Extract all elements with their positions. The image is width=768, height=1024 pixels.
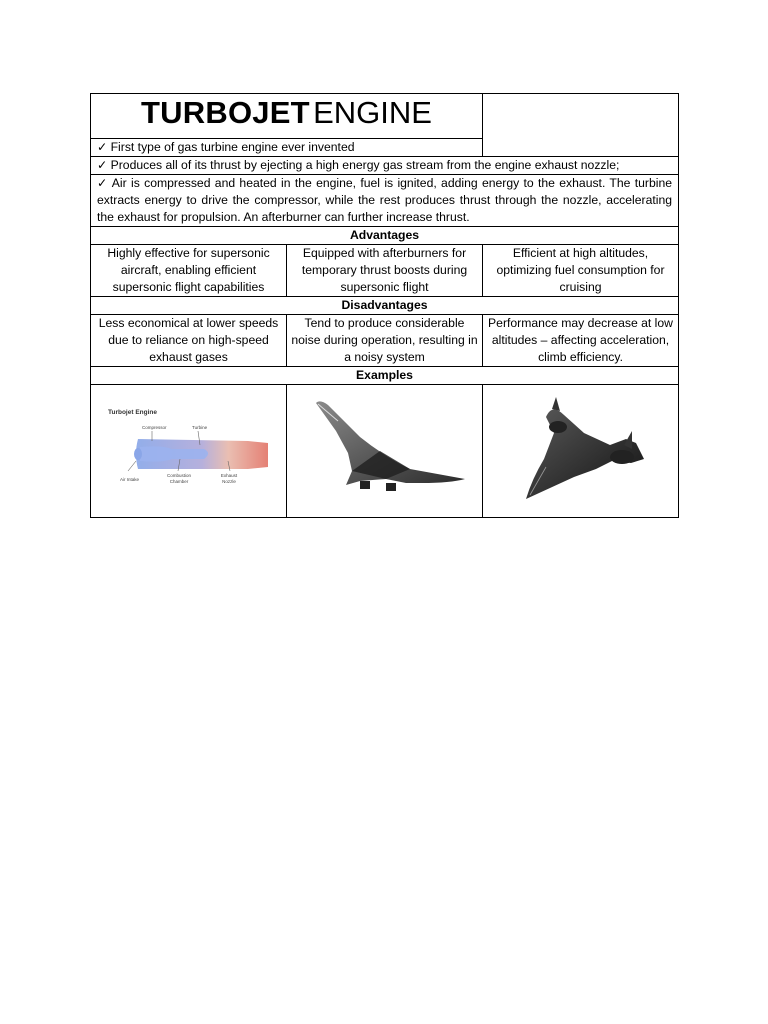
checkmark-icon: ✓ xyxy=(97,158,108,172)
title-bold: TURBOJET xyxy=(141,95,310,130)
fact-2-text: Produces all of its thrust by ejecting a high energy gas stream from the engine exhaust nozzle; xyxy=(110,158,620,172)
title-cell xyxy=(91,94,483,139)
fact-2 xyxy=(91,157,679,175)
sr71-cell xyxy=(483,385,679,518)
examples-heading-row xyxy=(91,367,679,385)
examples-row xyxy=(91,385,679,518)
advantages-heading-row xyxy=(91,227,679,245)
disadvantages-heading-row xyxy=(91,297,679,315)
sr71-left-fin xyxy=(552,397,560,411)
examples-heading: Examples xyxy=(91,367,679,385)
diagram-title: Turbojet Engine xyxy=(107,409,157,416)
concorde-engine-left xyxy=(360,481,370,489)
intake-cone xyxy=(134,448,142,460)
disadvantages-row xyxy=(91,315,679,367)
disadvantage-3: Performance may decrease at low altitudes – affecting acceleration, climb efficiency. xyxy=(483,315,679,367)
sr71-left-nacelle xyxy=(549,421,567,433)
info-table xyxy=(90,93,679,518)
turbine-label: Turbine xyxy=(191,425,207,430)
fact-1 xyxy=(91,139,483,157)
exhaust-label: Exhaust Nozzle xyxy=(220,473,237,484)
turbojet-diagram-cell xyxy=(91,385,287,518)
turbojet-engine-diagram-icon xyxy=(94,387,284,515)
compressor-label: Compressor xyxy=(141,425,167,430)
concorde-aircraft-icon xyxy=(290,387,480,515)
fact-row-2 xyxy=(91,157,679,175)
fact-3-text: Air is compressed and heated in the engine, fuel is ignited, adding energy to the exhaust. The turbine extracts energy to drive the compressor, while the rest produces thrust through the nozzle, accelerating the exhaust for propulsion. An afterburner can further increase thrust. xyxy=(97,176,673,224)
disadvantages-heading: Disadvantages xyxy=(91,297,679,315)
fact-1-text: First type of gas turbine engine ever invented xyxy=(110,140,355,154)
concorde-cell xyxy=(287,385,483,518)
concorde-engine-right xyxy=(386,483,396,491)
sr71-blackbird-aircraft-icon xyxy=(486,387,676,515)
title-light: ENGINE xyxy=(313,95,432,130)
empty-corner-cell xyxy=(483,94,679,157)
advantage-2: Equipped with afterburners for temporary thrust boosts during supersonic flight xyxy=(287,245,483,297)
fact-row-3 xyxy=(91,175,679,227)
turbojet-info-sheet xyxy=(90,93,678,518)
advantage-3: Efficient at high altitudes, optimizing fuel consumption for cruising xyxy=(483,245,679,297)
checkmark-icon: ✓ xyxy=(97,140,108,154)
air-intake-label: Air Intake xyxy=(119,477,139,482)
sr71-right-nacelle xyxy=(610,450,634,464)
disadvantage-1: Less economical at lower speeds due to reliance on high-speed exhaust gases xyxy=(91,315,287,367)
checkmark-icon: ✓ xyxy=(97,176,109,190)
fact-3 xyxy=(91,175,679,227)
combustion-label: Combustion Chamber xyxy=(166,473,191,484)
advantages-row xyxy=(91,245,679,297)
advantages-heading: Advantages xyxy=(91,227,679,245)
advantage-1: Highly effective for supersonic aircraft, enabling efficient supersonic flight capabilities xyxy=(91,245,287,297)
title-row xyxy=(91,94,679,139)
disadvantage-2: Tend to produce considerable noise during operation, resulting in a noisy system xyxy=(287,315,483,367)
